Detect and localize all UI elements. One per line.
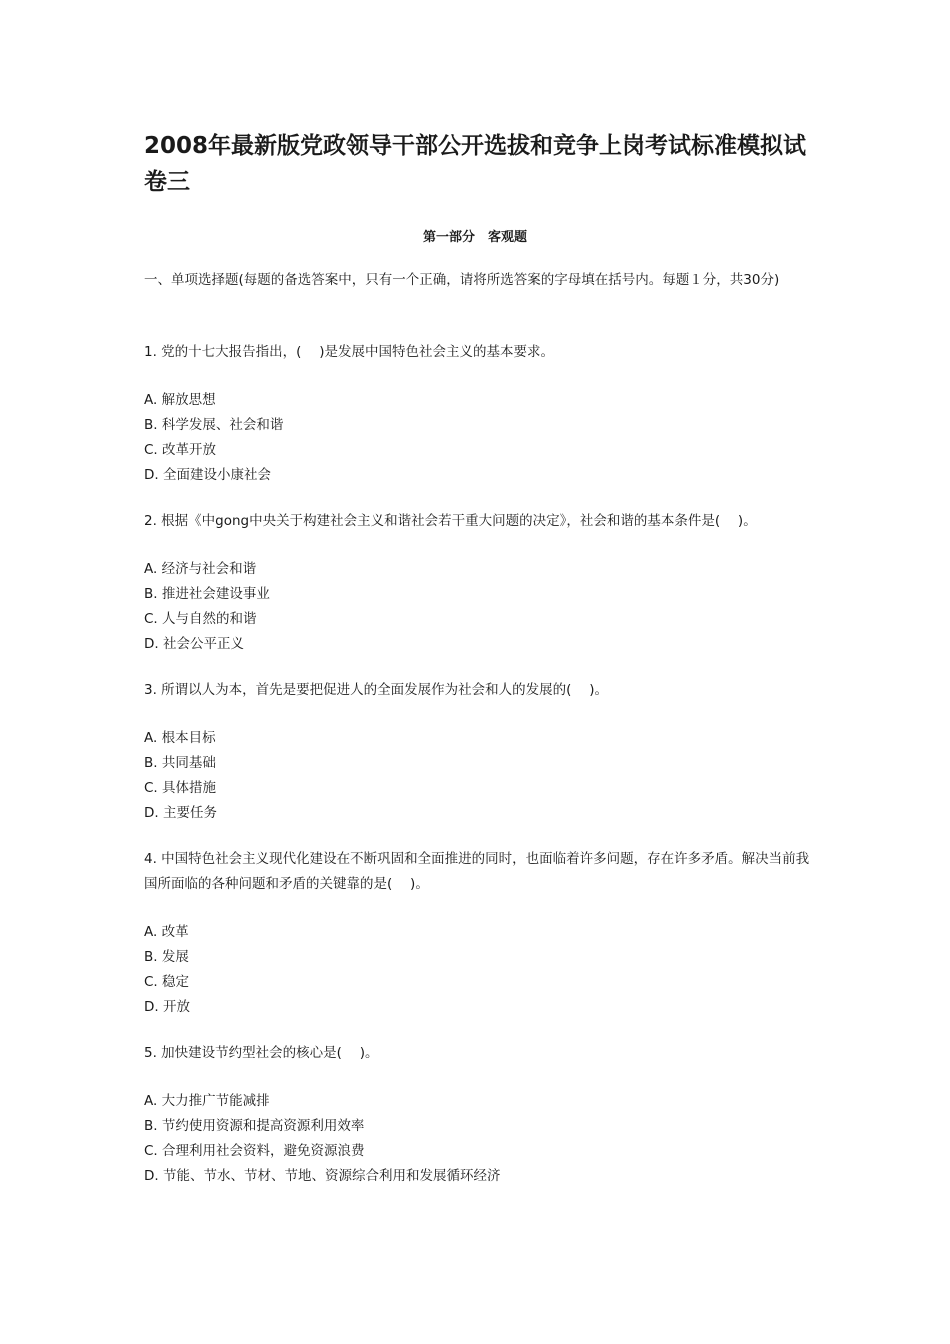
question-3-text: 3. 所谓以人为本，首先是要把促进人的全面发展作为社会和人的发展的( )。 bbox=[144, 682, 608, 698]
question-2-option-d: D. 社会公平正义 bbox=[144, 636, 244, 652]
question-1-option-d: D. 全面建设小康社会 bbox=[144, 467, 271, 483]
question-5-option-b: B. 节约使用资源和提高资源利用效率 bbox=[144, 1118, 365, 1134]
question-4-option-d: D. 开放 bbox=[144, 999, 190, 1015]
question-3-option-c: C. 具体措施 bbox=[144, 780, 217, 796]
question-2-text: 2. 根据《中gong中央关于构建社会主义和谐社会若干重大问题的决定》，社会和谐的基本条件是( )。 bbox=[144, 513, 757, 529]
question-2-option-b: B. 推进社会建设事业 bbox=[144, 586, 270, 602]
instructions-text: 一、单项选择题(每题的备选答案中，只有一个正确，请将所选答案的字母填在括号内。每题１分，共30分) bbox=[144, 272, 780, 288]
document-title: 2008年最新版党政领导干部公开选拔和竞争上岗考试标准模拟试卷三 bbox=[144, 133, 807, 195]
question-3-option-b: B. 共同基础 bbox=[144, 755, 216, 771]
question-3-option-d: D. 主要任务 bbox=[144, 805, 217, 821]
question-2-option-a: A. 经济与社会和谐 bbox=[144, 561, 257, 577]
question-4-text: 4. 中国特色社会主义现代化建设在不断巩固和全面推进的同时，也面临着许多问题，存在许多矛盾。解决当前我国所面临的各种问题和矛盾的关键靠的是( )。 bbox=[144, 851, 810, 892]
question-1-text: 1. 党的十七大报告指出，( )是发展中国特色社会主义的基本要求。 bbox=[144, 344, 554, 360]
question-5-text: 5. 加快建设节约型社会的核心是( )。 bbox=[144, 1045, 379, 1061]
question-1-option-b: B. 科学发展、社会和谐 bbox=[144, 417, 284, 433]
question-1-option-c: C. 改革开放 bbox=[144, 442, 217, 458]
question-1-option-a: A. 解放思想 bbox=[144, 392, 216, 408]
question-5-option-a: A. 大力推广节能减排 bbox=[144, 1093, 270, 1109]
question-5-option-d: D. 节能、节水、节材、节地、资源综合利用和发展循环经济 bbox=[144, 1168, 501, 1184]
question-2-option-c: C. 人与自然的和谐 bbox=[144, 611, 257, 627]
question-3-option-a: A. 根本目标 bbox=[144, 730, 216, 746]
section-heading: 第一部分 客观题 bbox=[422, 230, 527, 245]
question-4-option-b: B. 发展 bbox=[144, 949, 189, 965]
question-5-option-c: C. 合理利用社会资料，避免资源浪费 bbox=[144, 1143, 365, 1159]
question-4-option-c: C. 稳定 bbox=[144, 974, 190, 990]
question-4-option-a: A. 改革 bbox=[144, 924, 189, 940]
